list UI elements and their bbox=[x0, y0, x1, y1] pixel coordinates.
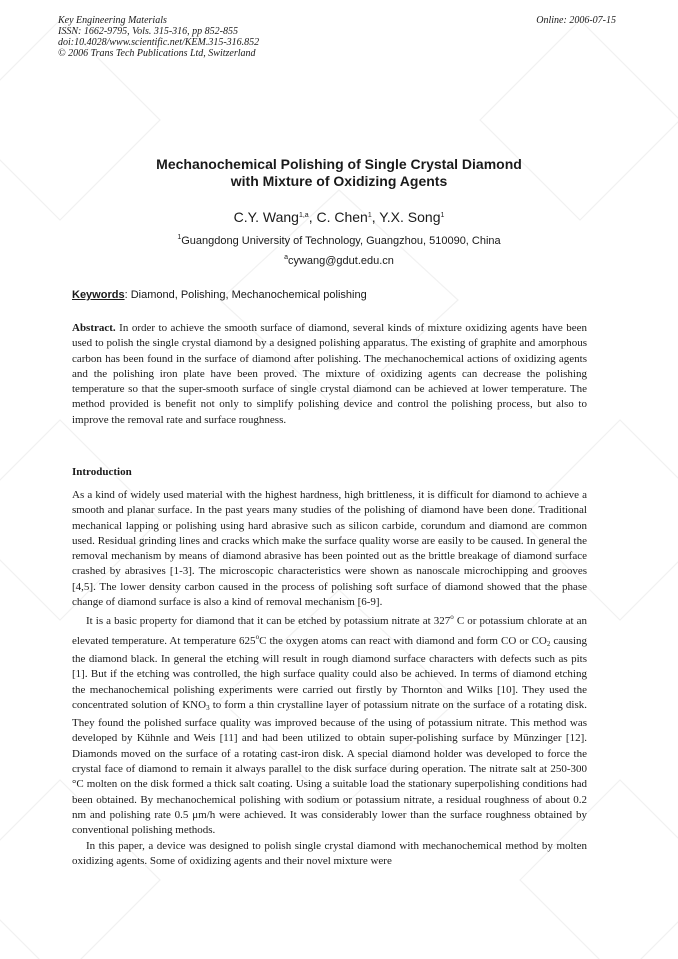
co2-subscript: 2 bbox=[546, 639, 551, 648]
journal-name: Key Engineering Materials bbox=[58, 15, 167, 26]
email-mark: a bbox=[284, 254, 288, 261]
abstract-label: Abstract. bbox=[72, 322, 116, 334]
kno3-subscript: 3 bbox=[206, 703, 210, 712]
journal-header bbox=[58, 15, 616, 59]
author-1-affiliation-mark: 1,a bbox=[298, 212, 309, 219]
paper-title-line-2: with Mixture of Oxidizing Agents bbox=[230, 173, 448, 189]
online-date: Online: 2006-07-15 bbox=[536, 15, 616, 26]
email-text: cywang@gdut.edu.cn bbox=[287, 255, 394, 267]
author-1: C.Y. Wang bbox=[233, 209, 299, 225]
abstract bbox=[72, 321, 587, 428]
author-email bbox=[58, 254, 620, 267]
intro-p2-part-d: causing the diamond black. In general the etching will result in rough diamond surface characters with defects such as pits [1]. But if the etching was controlled, the high surface quality could also be achieved. In terms of diamond etching the mechanochemical polishing experiments were carried out firstly by Thornton and Wilks [10]. They used the concentrated solution of KNO bbox=[72, 634, 588, 711]
keywords-line bbox=[72, 289, 592, 301]
journal-copyright: © 2006 Trans Tech Publications Ltd, Switzerland bbox=[58, 48, 256, 59]
degree-mark-1: o bbox=[450, 613, 454, 622]
intro-paragraph-3: In this paper, a device was designed to polish single crystal diamond with mechanochemical method by molten oxidizing agents. Some of oxidizing agents and their novel mixture were bbox=[72, 839, 587, 867]
keywords-text: : Diamond, Polishing, Mechanochemical polishing bbox=[124, 289, 367, 301]
intro-p2-part-e: to form a thin crystalline layer of potassium nitrate on the surface of a rotating disk. They found the polished surface quality was improved because of the using of potassium nitrate. This method was developed by Kühnle and Weis [11] and had been utilized to obtain super-polishing surface by Münzinger [12]. Diamonds moved on the surface of a rotating cast-iron disk. A special diamond holder was developed to force the crystal face of diamond to remain it always parallel to the disk surface during operation. The nitrate salt at 250-300 °C molten on the disk formed a thick salt coating. Using a suitable load the stationary superpolishing conditions had been obtained. By mechanochemical polishing with sodium or potassium nitrate, a residual roughness of about 0.2 nm and polishing rate 0.5 μm/h were achieved. It was considerably lower than the surface roughness obtained by conventional polishing methods. bbox=[72, 698, 587, 837]
journal-doi: doi:10.4028/www.scientific.net/KEM.315-316.852 bbox=[58, 37, 260, 48]
author-2-affiliation-mark: 1 bbox=[367, 212, 372, 219]
affiliation bbox=[58, 234, 620, 247]
intro-p2-part-b: C or potassium chlorate at an elevated temperature. At temperature 625 bbox=[72, 615, 588, 647]
affiliation-text: Guangdong University of Technology, Guangzhou, 510090, China bbox=[181, 235, 501, 247]
introduction-body bbox=[72, 488, 587, 869]
degree-mark-2: o bbox=[255, 632, 260, 641]
journal-issn: ISSN: 1662-9795, Vols. 315-316, pp 852-855 bbox=[58, 26, 238, 37]
author-3: , Y.X. Song bbox=[371, 209, 441, 225]
author-3-affiliation-mark: 1 bbox=[440, 212, 445, 219]
affiliation-mark: 1 bbox=[177, 234, 182, 241]
paper-title-line-1: Mechanochemical Polishing of Single Crystal Diamond bbox=[156, 156, 522, 172]
intro-p2-part-a: It is a basic property for diamond that it can be etched by potassium nitrate at 327 bbox=[86, 615, 451, 628]
intro-paragraph-2 bbox=[72, 610, 587, 838]
paper-title bbox=[58, 156, 620, 190]
intro-paragraph-1: As a kind of widely used material with the highest hardness, high brittleness, it is difficult for diamond to achieve a smooth and planar surface. In the past years many studies of the polishing of diamond have been done. Traditional mechanical lapping or polishing using hard abrasive such as silicon carbide, corundum and diamond are common used. Residual grinding lines and cracks which make the surface quality worse are easily to be caused. In general the removal mechanism by means of diamond abrasive has been pointed out as the brittle breakage of diamond surface crashed by abrasives [1-3]. The microscopic characteristics were shown as nanoscale microchipping and grooves [4,5]. The lower density carbon caused in the process of polishing soft surface of diamond showed that the phase change of diamond surface is also a kind of removal mechanism [6-9]. bbox=[72, 489, 587, 609]
intro-p2-part-c: C the oxygen atoms can react with diamond and form CO or CO bbox=[259, 634, 547, 647]
author-2: , C. Chen bbox=[308, 209, 368, 225]
introduction-heading: Introduction bbox=[72, 466, 132, 478]
abstract-text: In order to achieve the smooth surface of diamond, several kinds of mixture oxidizing agents have been used to polish the single crystal diamond by a designed polishing apparatus. The existing of graphite and amorphous carbon has been found in the surface of diamond after polishing. The mechanochemical actions of oxidizing agents and the polishing iron plate have been proved. The mixture of oxidizing agents can decrease the polishing temperature so that the super-smooth surface of single crystal diamond can be achieved at lower temperature. The method provided is benefit not only to simplify polishing device and control the polishing process, but also to improve the removal rate and surface roughness. bbox=[72, 322, 587, 426]
author-list bbox=[58, 209, 620, 225]
keywords-label: Keywords bbox=[72, 289, 125, 301]
